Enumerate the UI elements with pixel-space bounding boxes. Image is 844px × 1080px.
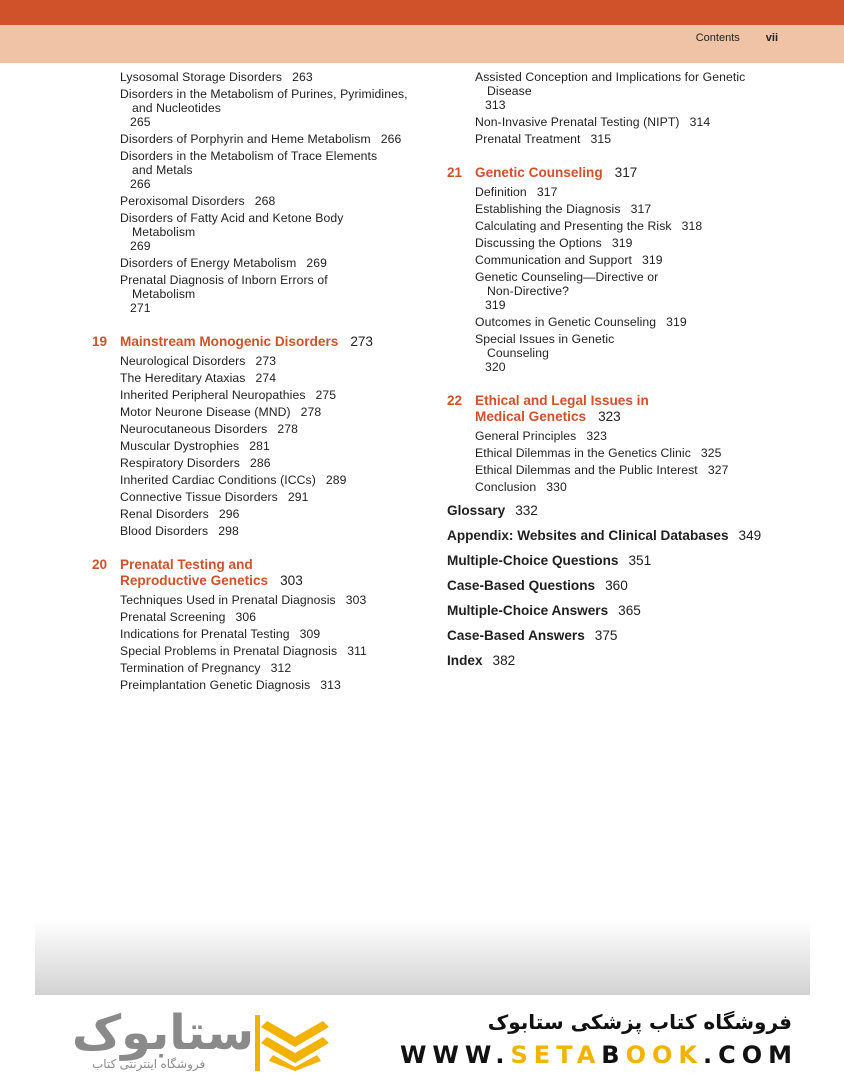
back-matter-entry [447,628,807,644]
toc-entry [92,610,422,624]
entry-title-line: Indications for Prenatal Testing [120,627,290,641]
chapter-page-number: 303 [280,573,303,588]
entry-page-number: 330 [546,480,567,494]
chapter-heading [447,165,807,181]
chapter-title-line: Ethical and Legal Issues in [475,393,649,408]
entry-title-line: Genetic Counseling—Directive or [475,270,659,284]
toc-right-column [447,70,807,669]
entry-title-line: Outcomes in Genetic Counseling [475,315,657,329]
toc-entry [92,132,422,146]
store-url[interactable] [400,1041,798,1069]
toc-entry [92,194,422,208]
header-band [0,25,844,63]
entry-title-line: Connective Tissue Disorders [120,490,278,504]
back-matter [447,503,807,669]
toc-entry [92,473,422,487]
entry-title-line: Metabolism [132,225,196,239]
back-matter-page: 360 [605,578,628,593]
toc-entry [447,315,807,329]
back-matter-entry [447,528,807,544]
back-matter-page: 375 [594,628,618,643]
chapter-number: 21 [447,165,463,180]
back-matter-entry [447,503,807,519]
entry-page-number: 319 [485,298,506,312]
entry-page-number: 263 [292,70,313,84]
entry-title-line: Preimplantation Genetic Diagnosis [120,678,311,692]
url-part-4: OOK [625,1041,703,1069]
entry-title-line: Disease [487,84,532,98]
chapter-title-line: Mainstream Monogenic Disorders [120,334,339,349]
entry-page-number: 266 [380,132,402,146]
entry-page-number: 319 [611,236,633,250]
url-part-2: SETA [510,1041,602,1069]
entry-page-number: 268 [254,194,276,208]
entry-page-number: 309 [299,627,321,641]
url-part-5: .COM [702,1041,798,1069]
entry-title-line: Metabolism [132,287,196,301]
entry-page-number: 320 [485,360,506,374]
entry-page-number: 325 [700,446,722,460]
entry-title-line: Disorders of Fatty Acid and Ketone Body [120,211,344,225]
entry-title-line: Inherited Peripheral Neuropathies [120,388,306,402]
entry-title-line: Disorders in the Metabolism of Trace Elements [120,149,378,163]
back-matter-title: Multiple-Choice Answers [447,603,609,618]
entry-title-line: Renal Disorders [120,507,209,521]
entry-title-line: Inherited Cardiac Conditions (ICCs) [120,473,316,487]
toc-entry [447,480,807,494]
entry-page-number: 317 [536,185,558,199]
entry-title-line: Assisted Conception and Implications for Genetic [475,70,746,84]
back-matter-entry [447,653,807,669]
chapter-heading [92,557,422,589]
entry-page-number: 312 [270,661,292,675]
entry-title-line: Respiratory Disorders [120,456,240,470]
entry-title-line: Termination of Pregnancy [120,661,261,675]
back-matter-title: Glossary [447,503,506,518]
entry-page-number: 289 [325,473,347,487]
chapter-title [475,165,637,181]
entry-page-number: 303 [345,593,367,607]
entry-page-number: 269 [130,239,151,253]
chapter-title-line: Genetic Counseling [475,165,603,180]
page-number: vii [765,32,778,44]
entry-title-line: Prenatal Diagnosis of Inborn Errors of [120,273,328,287]
entry-title-line: Motor Neurone Disease (MND) [120,405,291,419]
chapter-22 [447,393,807,494]
toc-left-column [92,70,422,695]
chapter-title [120,557,303,589]
toc-entry [447,70,807,112]
entry-page-number: 313 [485,98,506,112]
entry-title-line: Establishing the Diagnosis [475,202,621,216]
store-name: فروشگاه کتاب پزشکی ستابوک [487,1010,792,1034]
entry-title-line: Special Issues in Genetic [475,332,615,346]
toc-entry [92,456,422,470]
chapter-number: 19 [92,334,108,349]
entry-page-number: 265 [130,115,151,129]
entry-title-line: and Nucleotides [132,101,221,115]
toc-entry [447,463,807,477]
entry-page-number: 318 [681,219,703,233]
toc-entry [92,371,422,385]
back-matter-page: 365 [618,603,641,618]
entry-page-number: 271 [130,301,151,315]
back-matter-title: Case-Based Answers [447,628,585,643]
chapter-page-number: 273 [350,334,373,349]
back-matter-entry [447,553,807,569]
entry-title-line: Non-Directive? [487,284,569,298]
entry-title-line: Counseling [487,346,549,360]
toc-entry [447,202,807,216]
chapter-title [120,334,373,350]
entry-page-number: 319 [666,315,687,329]
toc-entry [92,490,422,504]
entry-title-line: Disorders of Porphyrin and Heme Metabolism [120,132,371,146]
entry-page-number: 278 [277,422,299,436]
back-matter-page: 332 [515,503,538,518]
running-head-label: Contents [695,32,740,44]
entry-page-number: 317 [630,202,652,216]
entry-title-line: Muscular Dystrophies [120,439,240,453]
back-matter-title: Index [447,653,483,668]
entry-title-line: Ethical Dilemmas and the Public Interest [475,463,698,477]
entry-page-number: 274 [255,371,277,385]
entry-page-number: 296 [218,507,240,521]
back-matter-page: 351 [628,553,652,568]
chapter-20 [92,557,422,692]
toc-entry [92,256,422,270]
toc-entry [92,70,422,84]
entry-title-line: Special Problems in Prenatal Diagnosis [120,644,338,658]
chapter-title-line: Reproductive Genetics [120,573,269,588]
top-color-band [0,0,844,25]
logo-wordmark: ستابوک [72,1005,255,1061]
chapter-number: 22 [447,393,463,408]
entry-title-line: Disorders of Energy Metabolism [120,256,297,270]
entry-title-line: Conclusion [475,480,537,494]
entry-page-number: 269 [306,256,328,270]
entry-page-number: 327 [707,463,729,477]
toc-entry [92,507,422,521]
running-head [696,32,778,44]
entry-title-line: Neurological Disorders [120,354,246,368]
entry-title-line: General Principles [475,429,577,443]
right-top-entries [447,70,807,146]
toc-entry [447,132,807,146]
chevron-logo-icon [255,1015,333,1071]
toc-entry [92,627,422,641]
toc-entry [447,219,807,233]
entry-page-number: 323 [586,429,608,443]
logo-subtitle: فروشگاه اینترنتی کتاب [92,1057,206,1071]
entry-title-line: Lysosomal Storage Disorders [120,70,283,84]
toc-entry [92,661,422,675]
chapter-page-number: 323 [598,409,621,424]
chapter-title [475,393,649,425]
entry-title-line: Peroxisomal Disorders [120,194,245,208]
entry-page-number: 278 [300,405,322,419]
toc-entry [92,422,422,436]
toc-entry [447,429,807,443]
chapter-heading [92,334,422,350]
toc-entry [92,87,422,129]
scan-shadow [35,920,810,995]
toc-entry [447,332,807,374]
chapter-number: 20 [92,557,108,572]
back-matter-title: Case-Based Questions [447,578,596,593]
entry-page-number: 313 [320,678,341,692]
back-matter-page: 349 [738,528,762,543]
watermark-footer [0,995,844,1080]
back-matter-entry [447,603,807,619]
chapter-21 [447,165,807,374]
entry-title-line: The Hereditary Ataxias [120,371,246,385]
entry-page-number: 266 [130,177,151,191]
entry-page-number: 314 [689,115,711,129]
chapter-heading [447,393,807,425]
entry-page-number: 298 [218,524,239,538]
chapter-page-number: 317 [614,165,638,180]
entry-title-line: Disorders in the Metabolism of Purines, Pyrimidines, [120,87,408,101]
chapter-title-line: Medical Genetics [475,409,587,424]
toc-entry [92,439,422,453]
toc-entry [92,678,422,692]
back-matter-title: Appendix: Websites and Clinical Databases [447,528,729,543]
toc-entry [92,524,422,538]
entry-page-number: 273 [255,354,277,368]
toc-entry [92,388,422,402]
entry-title-line: Communication and Support [475,253,632,267]
toc-entry [92,354,422,368]
entry-title-line: Calculating and Presenting the Risk [475,219,672,233]
entry-page-number: 275 [315,388,337,402]
entry-title-line: Non-Invasive Prenatal Testing (NIPT) [475,115,680,129]
back-matter-entry [447,578,807,594]
entry-page-number: 291 [287,490,309,504]
entry-title-line: Techniques Used in Prenatal Diagnosis [120,593,336,607]
entry-page-number: 319 [641,253,663,267]
entry-title-line: and Metals [132,163,193,177]
toc-entry [447,446,807,460]
toc-entry [92,211,422,253]
entry-title-line: Blood Disorders [120,524,209,538]
toc-entry [92,273,422,315]
entry-title-line: Prenatal Screening [120,610,226,624]
entry-title-line: Prenatal Treatment [475,132,581,146]
toc-entry [92,593,422,607]
url-part-1: WWW. [399,1041,511,1069]
entry-title-line: Discussing the Options [475,236,602,250]
entry-page-number: 311 [347,644,367,658]
chapter-19 [92,334,422,538]
entry-page-number: 306 [235,610,257,624]
back-matter-page: 382 [492,653,516,668]
entry-title-line: Ethical Dilemmas in the Genetics Clinic [475,446,691,460]
toc-entry [447,270,807,312]
entry-page-number: 315 [590,132,612,146]
back-matter-title: Multiple-Choice Questions [447,553,619,568]
chapter-title-line: Prenatal Testing and [120,557,253,572]
toc-entry [447,115,807,129]
toc-entry [92,644,422,658]
toc-entry [447,236,807,250]
entry-title-line: Neurocutaneous Disorders [120,422,268,436]
toc-entry [447,185,807,199]
entry-title-line: Definition [475,185,527,199]
left-top-entries [92,70,422,315]
toc-entry [447,253,807,267]
url-part-3: B [601,1041,626,1069]
toc-entry [92,405,422,419]
toc-entry [92,149,422,191]
entry-page-number: 286 [249,456,271,470]
entry-page-number: 281 [249,439,270,453]
